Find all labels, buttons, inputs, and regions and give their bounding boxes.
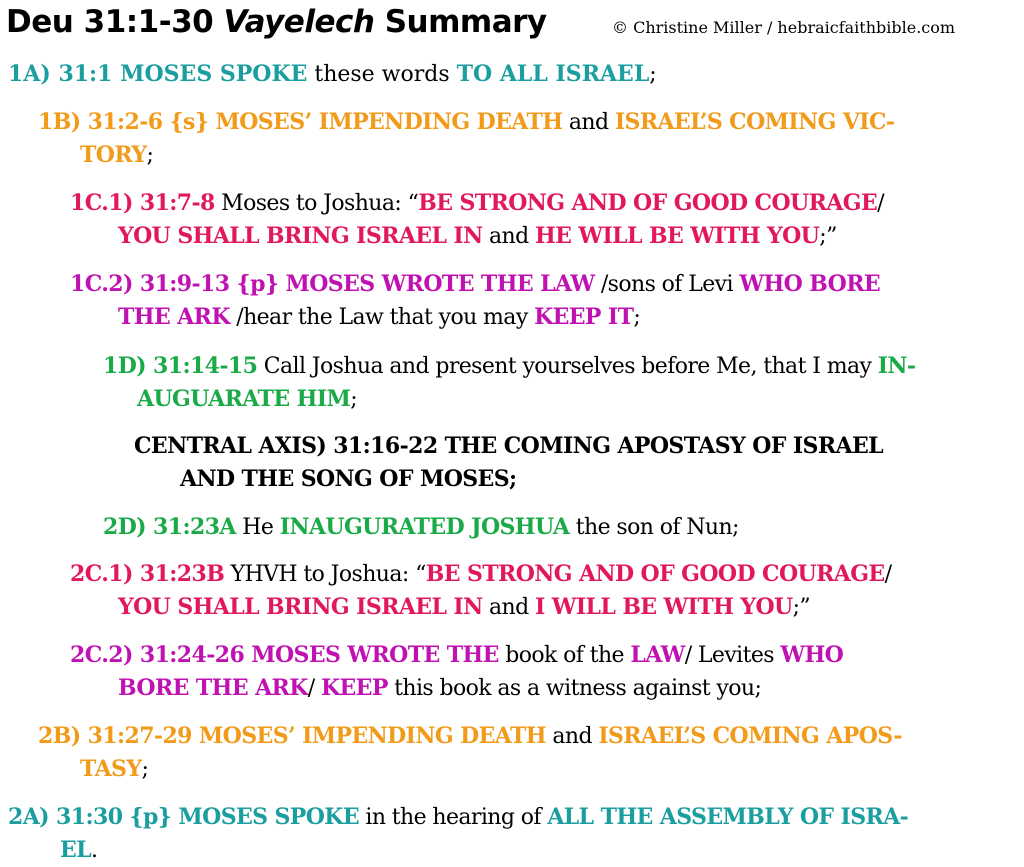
outline-line — [70, 639, 843, 672]
punctuation: ; — [141, 757, 149, 782]
emphasis-text: BE STRONG AND OF GOOD COURAGE — [425, 561, 885, 587]
plain-text: and — [482, 595, 535, 620]
outline-item-1d — [103, 350, 915, 416]
outline-item-1a — [8, 58, 657, 91]
label-with-emphasis: 1A) 31:1 MOSES SPOKE — [8, 61, 308, 87]
punctuation: ; — [350, 387, 358, 412]
plain-text: in the hearing of — [359, 805, 548, 830]
outline-line — [8, 58, 657, 91]
outline-line — [38, 106, 894, 139]
punctuation: ;” — [819, 224, 837, 249]
emphasis-text: WHO BORE — [739, 271, 881, 297]
plain-text: the son of Nun; — [569, 515, 739, 540]
title-prefix: Deu 31:1-30 — [6, 4, 224, 40]
plain-text: and — [482, 224, 535, 249]
outline-label: 1C.1) 31:7-8 — [70, 190, 215, 216]
outline-line: AND THE SONG OF MOSES; — [180, 466, 517, 492]
plain-text: /hear the Law that you may — [229, 305, 535, 330]
punctuation: / — [877, 191, 884, 216]
outline-line — [70, 672, 843, 705]
outline-line — [38, 139, 894, 172]
label-with-emphasis: 2A) 31:30 {p} MOSES SPOKE — [8, 804, 359, 830]
punctuation: ; — [649, 62, 657, 87]
outline-item-1c1 — [70, 187, 884, 253]
outline-item-2d — [103, 511, 739, 544]
title-parashah-name: Vayelech — [223, 4, 375, 40]
plain-text: these words — [307, 62, 457, 87]
emphasis-text: LAW — [630, 642, 685, 668]
label-with-emphasis: 1B) 31:2-6 {s} MOSES’ IMPENDING DEATH — [38, 109, 563, 135]
outline-line — [70, 301, 880, 334]
outline-line — [38, 720, 902, 753]
punctuation: ;” — [792, 595, 811, 620]
plain-text: and — [562, 110, 615, 135]
outline-line — [103, 383, 915, 416]
outline-item-central-axis — [134, 430, 883, 496]
outline-line — [70, 220, 884, 253]
emphasis-text: ISRAEL’S COMING APOS- — [598, 723, 902, 749]
outline-label: 1D) 31:14-15 — [103, 353, 258, 379]
emphasis-text: KEEP IT — [534, 304, 634, 330]
label-with-emphasis: 2C.2) 31:24-26 MOSES WROTE THE — [70, 642, 499, 668]
outline-item-2a — [8, 801, 908, 867]
plain-text: / Levites — [684, 643, 781, 668]
outline-line — [103, 350, 915, 383]
plain-text: and — [545, 724, 599, 749]
title-suffix: Summary — [374, 4, 547, 40]
outline-label: 2C.1) 31:23B — [70, 561, 225, 587]
copyright-credit: © Christine Miller / hebraicfaithbible.com — [612, 18, 956, 37]
emphasis-text: BORE THE ARK — [118, 675, 308, 701]
label-with-emphasis: 1C.2) 31:9-13 {p} MOSES WROTE THE LAW — [70, 271, 595, 297]
plain-text: Moses to Joshua: “ — [214, 191, 419, 216]
outline-line: CENTRAL AXIS) 31:16-22 THE COMING APOSTASY OF ISRAEL — [134, 433, 884, 459]
plain-text: /sons of Levi — [594, 272, 740, 297]
outline-line — [70, 187, 884, 220]
plain-text: YHVH to Joshua: “ — [224, 562, 426, 587]
emphasis-text: TO ALL ISRAEL — [456, 61, 650, 87]
outline-item-2c2 — [70, 639, 843, 705]
plain-text: this book as a witness against you; — [387, 676, 762, 701]
outline-line — [70, 268, 880, 301]
emphasis-text: TORY — [80, 142, 147, 168]
emphasis-text: I WILL BE WITH YOU — [534, 594, 793, 620]
emphasis-text: IN- — [877, 353, 916, 379]
emphasis-text: ISRAEL’S COMING VIC- — [614, 109, 895, 135]
emphasis-text: ALL THE ASSEMBLY OF ISRA- — [547, 804, 909, 830]
emphasis-text: THE ARK — [118, 304, 230, 330]
emphasis-text: YOU SHALL BRING ISRAEL IN — [118, 223, 483, 249]
punctuation: . — [91, 838, 98, 863]
emphasis-text: INAUGURATED JOSHUA — [279, 514, 570, 540]
punctuation: / — [884, 562, 892, 587]
outline-item-1b — [38, 106, 894, 172]
plain-text: book of the — [498, 643, 631, 668]
outline-item-2c1 — [70, 558, 891, 624]
outline-line — [70, 558, 891, 591]
outline-label: 2D) 31:23A — [103, 514, 236, 540]
plain-text: Call Joshua and present yourselves before Me, that I may — [257, 354, 878, 379]
outline-item-2b — [38, 720, 902, 786]
punctuation: ; — [633, 305, 641, 330]
emphasis-text: YOU SHALL BRING ISRAEL IN — [118, 594, 483, 620]
outline-line — [38, 753, 902, 786]
emphasis-text: TASY — [80, 756, 142, 782]
emphasis-text: HE WILL BE WITH YOU — [534, 223, 820, 249]
outline-line — [70, 591, 891, 624]
outline-line — [8, 801, 908, 834]
emphasis-text: EL — [60, 837, 92, 863]
outline-line — [103, 511, 739, 544]
plain-text: He — [235, 515, 280, 540]
emphasis-text: WHO — [780, 642, 844, 668]
page-title — [6, 4, 547, 40]
outline-line — [8, 834, 908, 867]
punctuation: ; — [146, 143, 154, 168]
emphasis-text: AUGUARATE HIM — [137, 386, 351, 412]
emphasis-text: BE STRONG AND OF GOOD COURAGE — [418, 190, 878, 216]
plain-text: / — [307, 676, 321, 701]
outline-item-1c2 — [70, 268, 880, 334]
emphasis-text: KEEP — [320, 675, 388, 701]
label-with-emphasis: 2B) 31:27-29 MOSES’ IMPENDING DEATH — [38, 723, 546, 749]
